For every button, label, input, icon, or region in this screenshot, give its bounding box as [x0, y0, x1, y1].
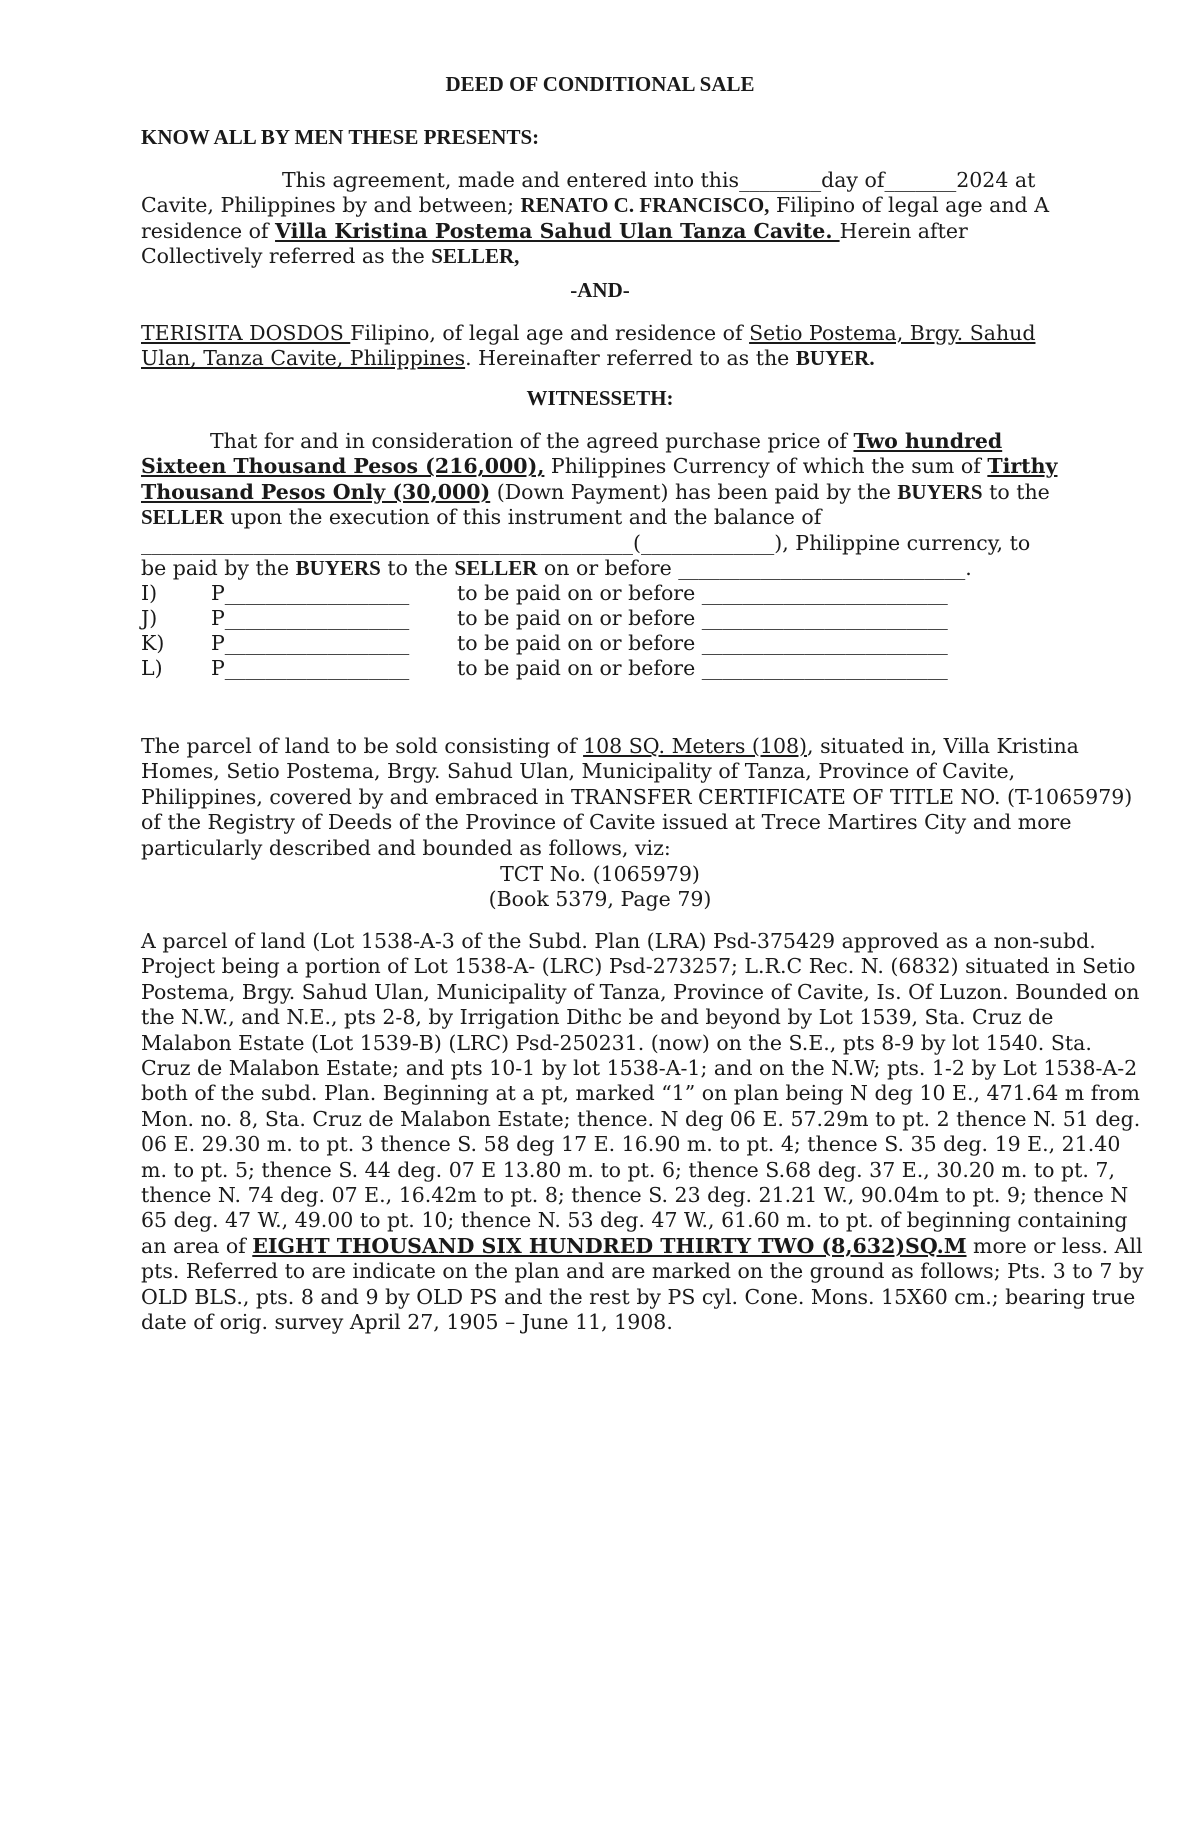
buyer-paragraph: TERISITA DOSDOS Filipino, of legal age and residence of Setio Postema, Brgy. Sahud Ulan, Tanza Cavite, Philippines. Hereinafter referred to as the BUYER.: [141, 321, 1036, 371]
tct-number: TCT No. (1065979): [500, 862, 700, 886]
document-title: DEED OF CONDITIONAL SALE: [445, 72, 755, 96]
parcel-paragraph: The parcel of land to be sold consisting of 108 SQ. Meters (108), situated in, Villa Kristina Homes, Setio Postema, Brgy. Sahud Ulan, Municipality of Tanza, Province of Cavite, Philippines, covered by and embraced in TRANSFER CERTIFICATE OF TITLE NO. (T-1065979) of the Registry of Deeds of the Province of Cavite issued at Trece Martires City and more particularly described and bounded as follows, viz:: [141, 734, 1133, 860]
witnesseth-heading: WITNESSETH:: [526, 386, 674, 410]
installment-label: L): [141, 656, 163, 680]
installment-label: K): [141, 631, 165, 655]
tct-book-page: (Book 5379, Page 79): [488, 887, 712, 911]
installment-label: I): [141, 581, 158, 605]
agreement-paragraph: This agreement, made and entered into this________day of_______2024 at Cavite, Philippines by and between; RENATO C. FRANCISCO, Filipino of legal age and A residence of Villa Kristina Postema Sahud Ulan Tanza Cavite. Herein after Collectively referred as the SELLER,: [141, 168, 1050, 269]
and-separator: -AND-: [570, 278, 630, 302]
consideration-paragraph: That for and in consideration of the agreed purchase price of Two hundred Sixteen Thousand Pesos (216,000), Philippines Currency of which the sum of Tirthy Thousand Pesos Only (30,000) (Down Payment) has been paid by the BUYERS to the SELLER upon the execution of this instrument and the balance of ________________________________________________(_____________), Philippine currency, to be paid by the BUYERS to the SELLER on or before ____________________________.: [141, 429, 1058, 581]
installment-due: to be paid on or before ________________________: [457, 631, 948, 655]
installment-amount: P__________________: [211, 581, 410, 605]
installment-amount: P__________________: [211, 631, 410, 655]
installment-label: J): [141, 606, 158, 630]
technical-description-paragraph: A parcel of land (Lot 1538-A-3 of the Subd. Plan (LRA) Psd-375429 approved as a non-subd. Project being a portion of Lot 1538-A- (LRC) Psd-273257; L.R.C Rec. N. (6832) situated in Setio Postema, Brgy. Sahud Ulan, Municipality of Tanza, Province of Cavite, Is. Of Luzon. Bounded on the N.W., and N.E., pts 2-8, by Irrigation Dithc be and beyond by Lot 1539, Sta. Cruz de Malabon Estate (Lot 1539-B) (LRC) Psd-250231. (now) on the S.E., pts 8-9 by lot 1540. Sta. Cruz de Malabon Estate; and pts 10-1 by lot 1538-A-1; and on the N.W; pts. 1-2 by Lot 1538-A-2 both of the subd. Plan. Beginning at a pt, marked “1” on plan being N deg 10 E., 471.64 m from Mon. no. 8, Sta. Cruz de Malabon Estate; thence. N deg 06 E. 57.29m to pt. 2 thence N. 51 deg. 06 E. 29.30 m. to pt. 3 thence S. 58 deg 17 E. 16.90 m. to pt. 4; thence S. 35 deg. 19 E., 21.40 m. to pt. 5; thence S. 44 deg. 07 E 13.80 m. to pt. 6; thence S.68 deg. 37 E., 30.20 m. to pt. 7, thence N. 74 deg. 07 E., 16.42m to pt. 8; thence S. 23 deg. 21.21 W., 90.04m to pt. 9; thence N 65 deg. 47 W., 49.00 to pt. 10; thence N. 53 deg. 47 W., 61.60 m. to pt. of beginning containing an area of EIGHT THOUSAND SIX HUNDRED THIRTY TWO (8,632)SQ.M more or less. All pts. Referred to are indicate on the plan and are marked on the ground as follows; Pts. 3 to 7 by OLD BLS., pts. 8 and 9 by OLD PS and the rest by PS cyl. Cone. Mons. 15X60 cm.; bearing true date of orig. survey April 27, 1905 – June 11, 1908.: [141, 929, 1144, 1335]
installment-due: to be paid on or before ________________________: [457, 606, 948, 630]
installment-due: to be paid on or before ________________________: [457, 656, 948, 680]
know-all-heading: KNOW ALL BY MEN THESE PRESENTS:: [141, 125, 540, 149]
installment-due: to be paid on or before ________________________: [457, 581, 948, 605]
installment-amount: P__________________: [211, 606, 410, 630]
installment-amount: P__________________: [211, 656, 410, 680]
